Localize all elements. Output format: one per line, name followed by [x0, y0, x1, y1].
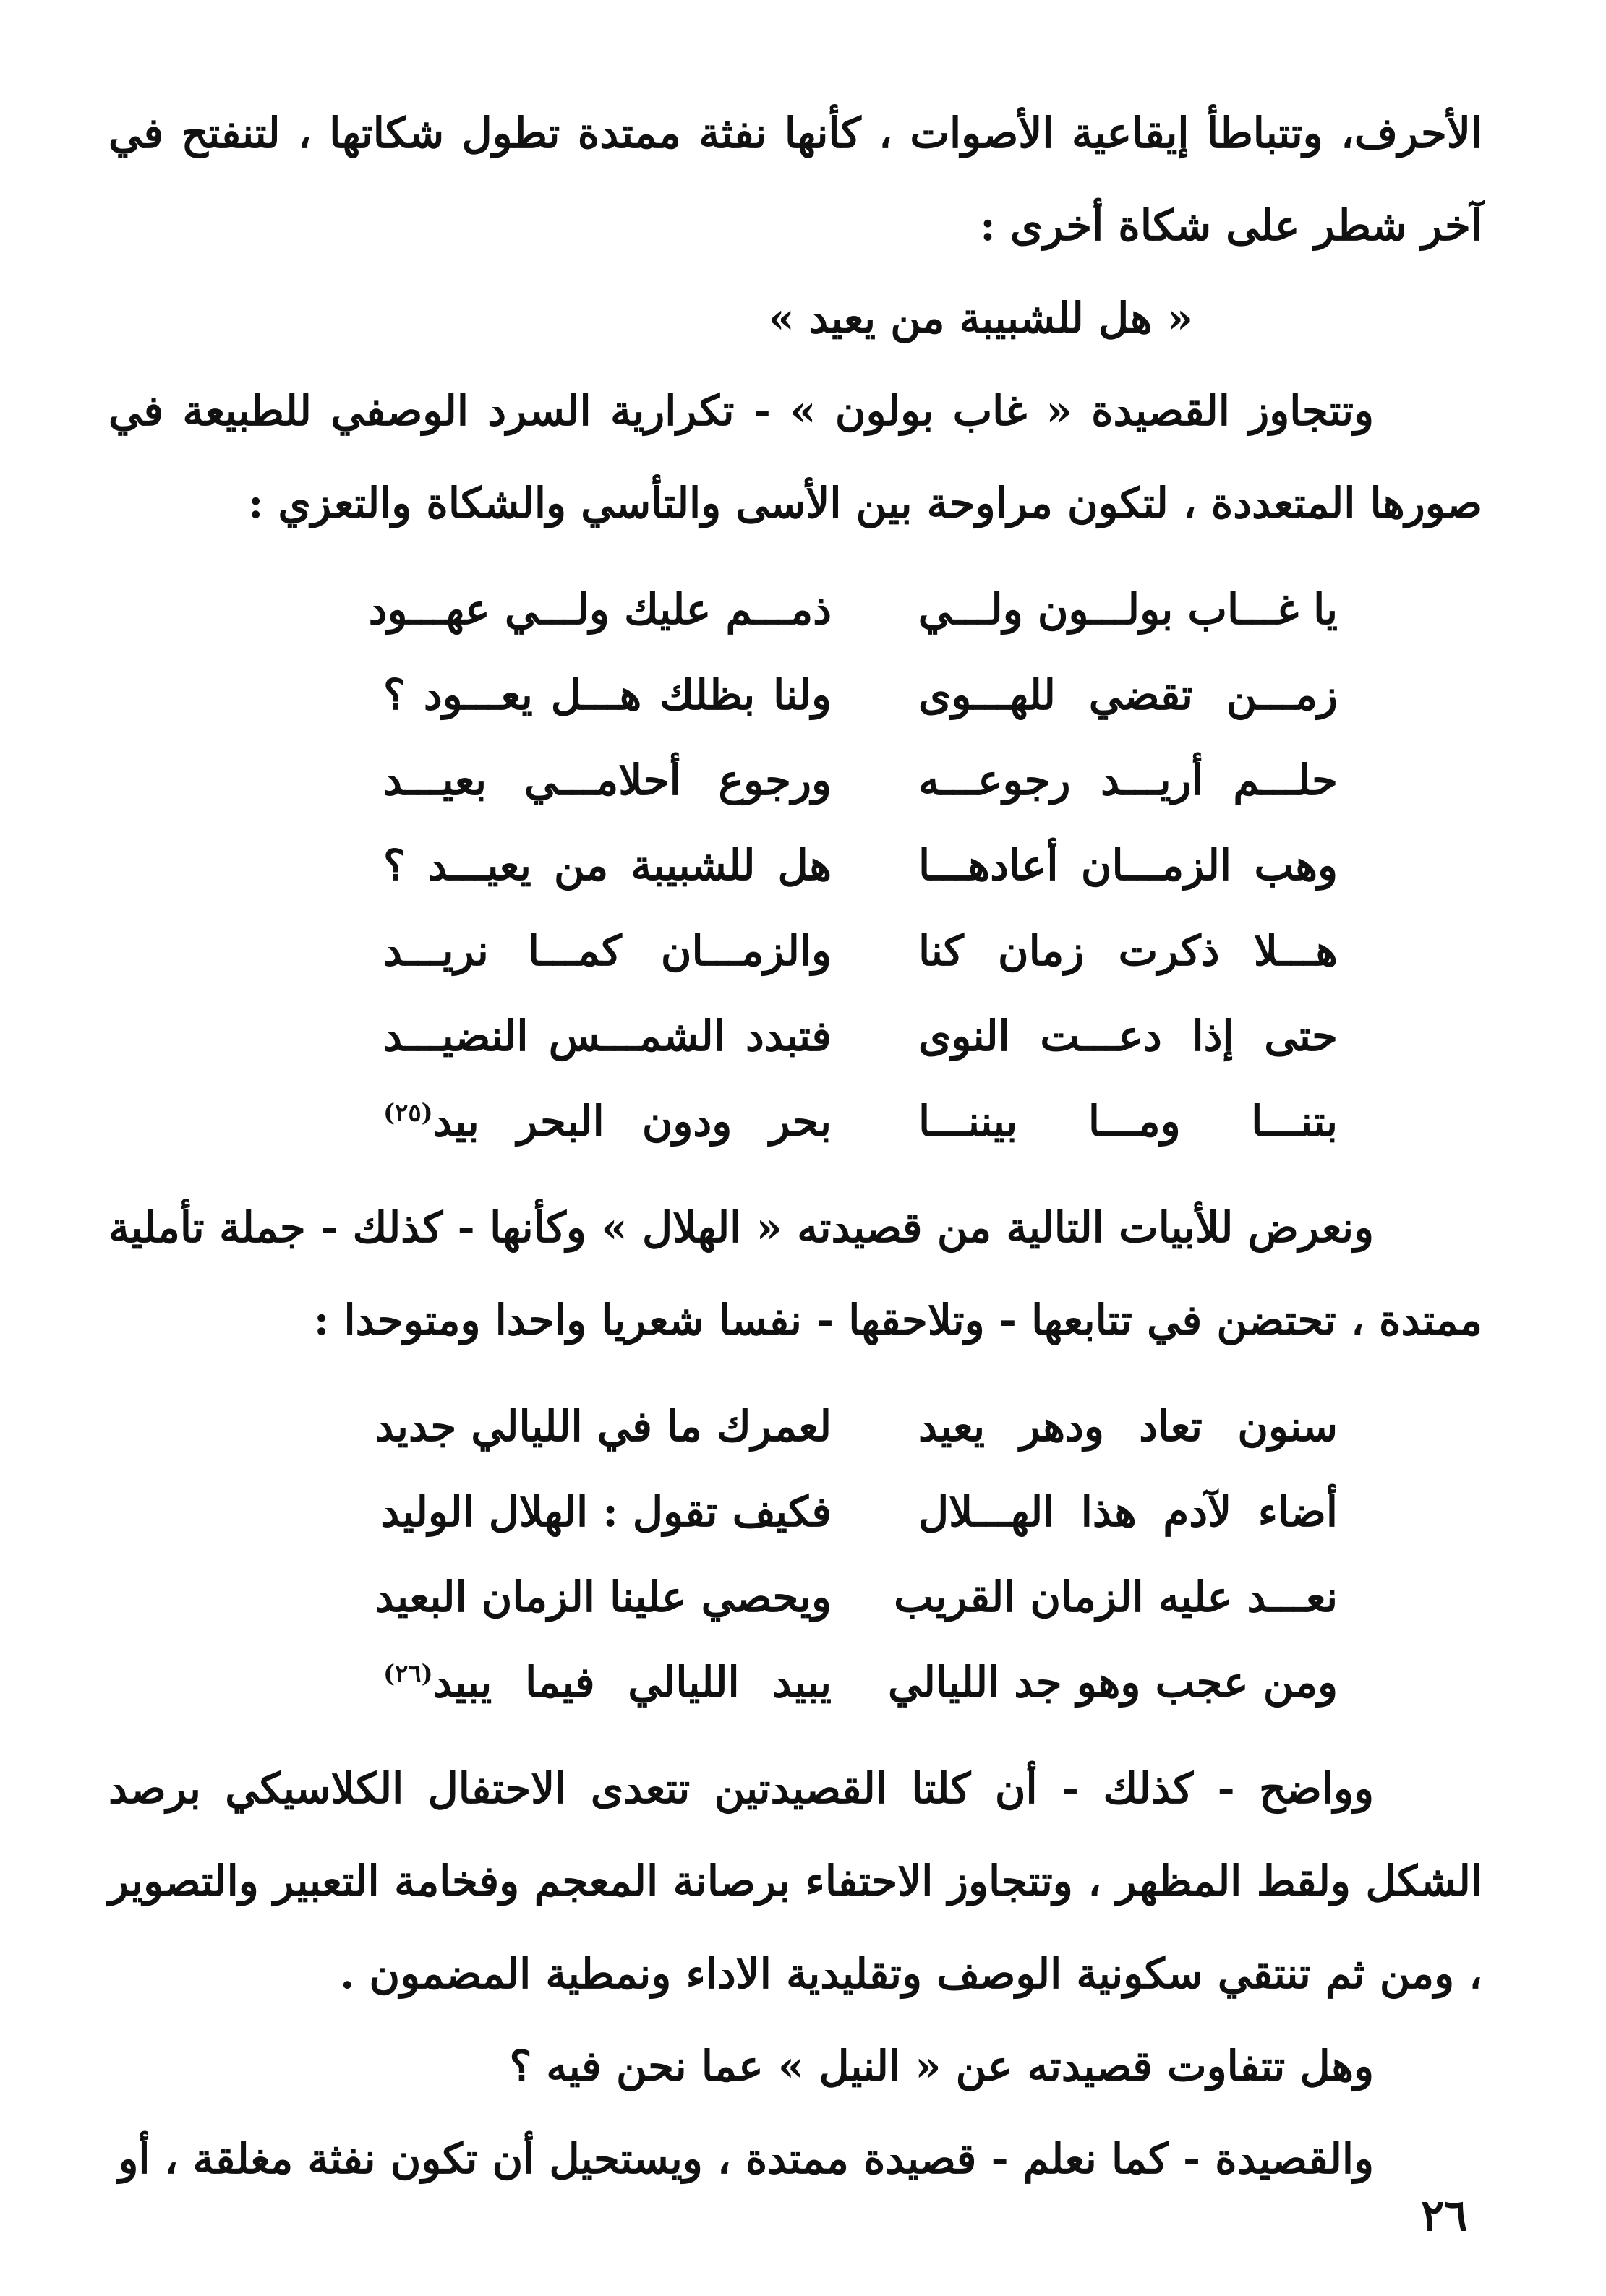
verse-second-hemistich: ويحصي علينا الزمان البعيد: [375, 1572, 832, 1622]
paragraph-2: وتتجاوز القصيدة « غاب بولون » - تكرارية السرد الوصفي للطبيعة في صورها المتعددة ، لتكون مراوحة بين الأسى والتأسي والشكاة والتعزي :: [108, 386, 1482, 528]
verse-first-hemistich: وهب الزمـــان أعادهـــا: [918, 841, 1338, 890]
verse-text: بحر ودون البحر بيد: [432, 1097, 832, 1146]
paragraph-3: ونعرض للأبيات التالية من قصيدته « الهلال » وكأنها - كذلك - جملة تأملية ممتدة ، تحتضن في تتابعها - وتلاحقها - نفسا شعريا واحدا ومتوحدا :: [108, 1203, 1482, 1345]
verse-first-hemistich: ومن عجب وهو جد الليالي: [887, 1658, 1338, 1707]
verse-first-hemistich: بتنـــا ومـــا بيننـــا: [918, 1097, 1338, 1146]
verse-first-hemistich: حتى إذا دعـــت النوى: [918, 1011, 1338, 1061]
verse-row: [108, 1469, 1482, 1554]
verse-second-hemistich: لعمرك ما في الليالي جديد: [375, 1402, 832, 1451]
footnote-marker: (٢٥): [383, 1098, 433, 1128]
page-number: ٢٦: [1421, 2190, 1468, 2241]
verse-row: [108, 1554, 1482, 1640]
verse-row: [108, 1640, 1482, 1725]
quoted-line: « هل للشبيبة من يعيد »: [768, 294, 1193, 343]
verse-second-hemistich: هل للشبيبة من يعيـــد ؟: [383, 841, 832, 890]
poem-ghab-bulun: [108, 567, 1482, 1164]
verse-row: [108, 908, 1482, 993]
verse-second-hemistich: والزمـــان كمـــا نريـــد: [383, 926, 832, 975]
verse-second-hemistich: فتبدد الشمـــس النضيـــد: [383, 1011, 832, 1061]
poem-al-hilal: [108, 1384, 1482, 1725]
verse-second-hemistich: [383, 1640, 832, 1725]
verse-second-hemistich: [383, 1079, 832, 1164]
paragraph-6: والقصيدة - كما نعلم - قصيدة ممتدة ، ويستحيل أن تكون نفثة مغلقة ، أو: [118, 2134, 1374, 2183]
verse-first-hemistich: سنون تعاد ودهر يعيد: [918, 1402, 1338, 1451]
paragraph-1: الأحرف، وتتباطأ إيقاعية الأصوات ، كأنها نفثة ممتدة تطول شكاتها ، لتنفتح في آخر شطر على شكاة أخرى :: [108, 108, 1482, 250]
verse-row: [108, 737, 1482, 823]
verse-row: [108, 1384, 1482, 1469]
verse-second-hemistich: ولنا بظلك هـــل يعـــود ؟: [383, 670, 832, 719]
verse-first-hemistich: هـــلا ذكرت زمان كنا: [918, 926, 1338, 975]
verse-second-hemistich: ورجوع أحلامـــي بعيـــد: [383, 755, 832, 805]
verse-second-hemistich: فكيف تقول : الهلال الوليد: [380, 1487, 832, 1536]
verse-first-hemistich: حلـــم أريـــد رجوعـــه: [918, 755, 1338, 805]
paragraph-4: وواضح - كذلك - أن كلتا القصيدتين تتعدى الاحتفال الكلاسيكي برصد الشكل ولقط المظهر ، وتتجاوز الاحتفاء برصانة المعجم وفخامة التعبير والتصوير ، ومن ثم تنتقي سكونية الوصف وتقليدية الاداء ونمطية المضمون .: [108, 1764, 1482, 1998]
verse-first-hemistich: أضاء لآدم هذا الهـــلال: [918, 1487, 1338, 1536]
verse-second-hemistich: ذمـــم عليك ولـــي عهـــود: [368, 585, 832, 634]
paragraph-5: وهل تتفاوت قصيدته عن « النيل » عما نحن فيه ؟: [509, 2042, 1374, 2091]
verse-row: [108, 1079, 1482, 1164]
verse-first-hemistich: نعـــد عليه الزمان القريب: [894, 1572, 1338, 1622]
verse-first-hemistich: يا غـــاب بولـــون ولـــي: [918, 585, 1338, 634]
verse-text: يبيد الليالي فيما يبيد: [432, 1658, 832, 1707]
verse-first-hemistich: زمـــن تقضي للهـــوى: [918, 670, 1338, 719]
verse-row: [108, 652, 1482, 737]
page-body: [108, 87, 1482, 2205]
verse-row: [108, 823, 1482, 908]
footnote-marker: (٢٦): [383, 1659, 433, 1689]
verse-row: [108, 567, 1482, 652]
verse-row: [108, 993, 1482, 1079]
